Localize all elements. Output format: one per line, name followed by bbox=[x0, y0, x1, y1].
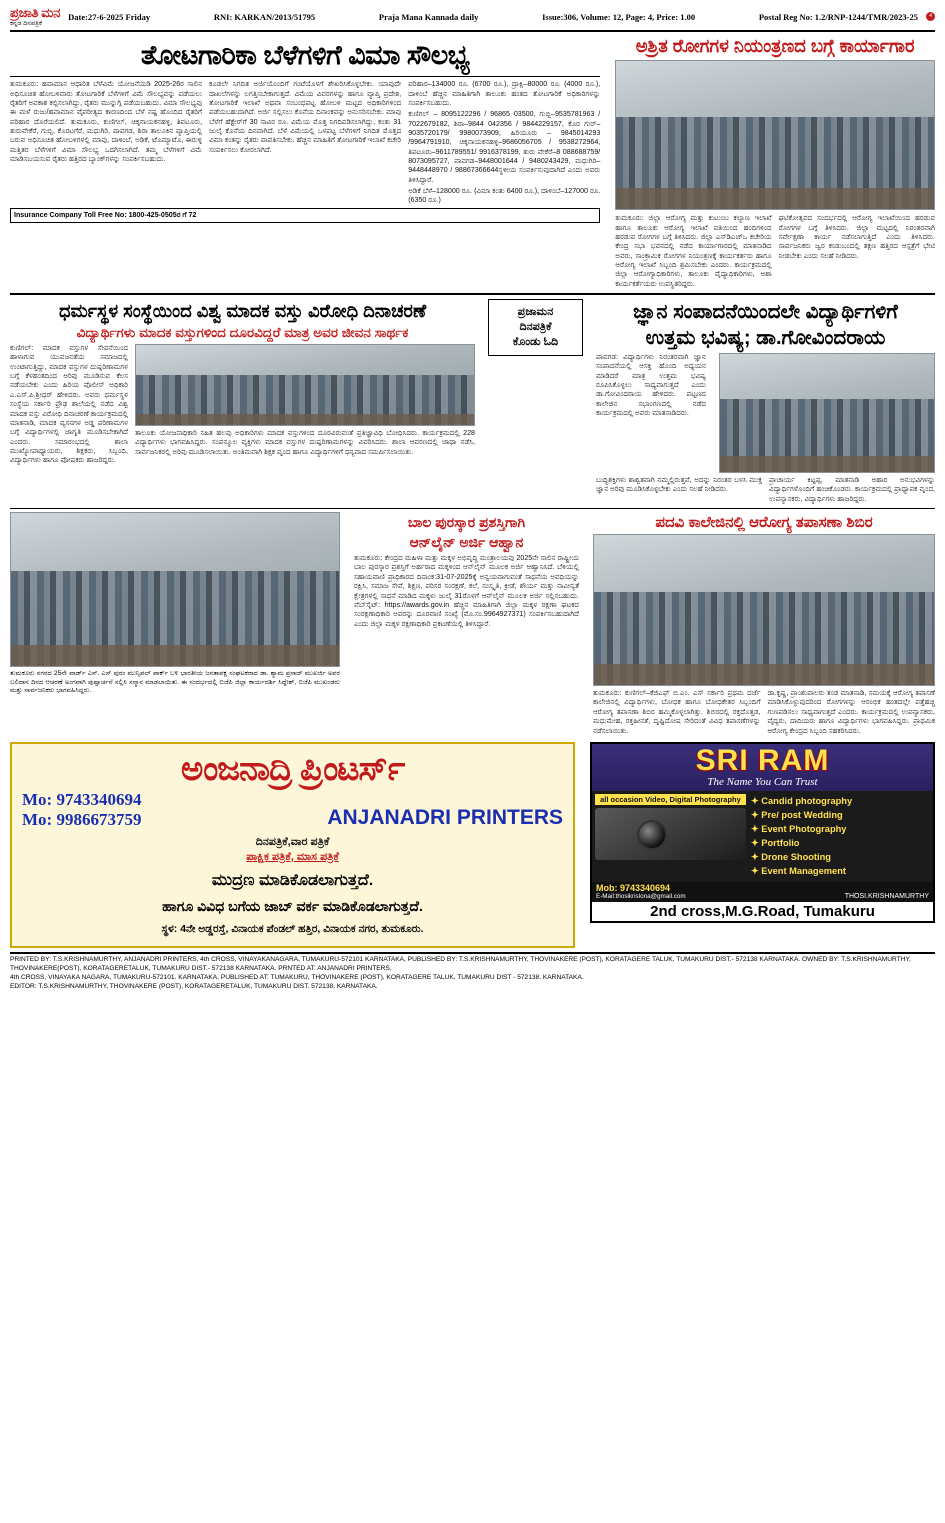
issue-volume: Issue:306, Volume: 12, Page: 4, Price: 1.00 bbox=[542, 11, 696, 22]
workshop-photo bbox=[615, 60, 935, 210]
list-item: ✦ Portfolio bbox=[750, 837, 800, 848]
sriram-email[interactable]: E-Mail:thosikrislona@gmail.com bbox=[596, 892, 686, 900]
award-body: ತುಮಕೂರು: ಕೇಂದ್ರದ ಮಹಿಳಾ ಮತ್ತು ಮಕ್ಕಳ ಅಭಿವೃದ್ಧಿ ಮಂತ್ರಾಲಯವು 2025ನೇ ಸಾಲಿನ ರಾಷ್ಟ್ರೀಯ ಬಾಲ ಪುರಸ್ಕಾರ ಪ್ರಶಸ್ತಿಗೆ ಅರ್ಹರಾದ ಮಕ್ಕಳಿಂದ ಆನ್‌ಲೈನ್ ಮೂಲಕ ಅರ್ಜಿ ಆಹ್ವಾನಿಸಿದೆ. ಬೆಳಿಯಲ್ಲಿ ಸಹಾಯವಾಣಿ ಪ್ರಾಧಿಕಾರದ ದಿನಾಂಕ:31-07-2025ಕ್ಕೆ ಅನ್ವಯವಾಗುವಂತೆ ಸಾಧನೆಯ ಅವಧಿಯನ್ನು ರಕ್ಷಿಸಿ, ಸಮಾಜ ಸೇವೆ, ಶಿಕ್ಷಣ, ಪರಿಸರ ಸಂರಕ್ಷಣೆ, ಕಲೆ, ಸಂಸ್ಕೃತಿ, ಕ್ರೀಡೆ, ಶೌರ್ಯ ಮತ್ತು ನಾವೀನ್ಯತೆ ಕ್ಷೇತ್ರಗಳಲ್ಲಿ ಸಾಧನೆ ಮಾಡಿದ ಮಕ್ಕಳು ಜುಲೈ 31ರೊಳಗೆ ಆನ್‌ಲೈನ್ ಮೂಲಕ ಅರ್ಜಿ ಸಲ್ಲಿಸಬಹುದು. ವೆಬ್‌ಸೈಟ್: https://awards.gov.in ಹೆಚ್ಚಿನ ಮಾಹಿತಿಗಾಗಿ ಜಿಲ್ಲಾ ಮಕ್ಕಳ ರಕ್ಷಣಾ ಘಟಕದ ಸಂರಕ್ಷಣಾಧಿಕಾರಿ ಅವರನ್ನು ದೂರವಾಣಿ ಸಂಖ್ಯೆ (ಮೊ.ಸಂ.9964927371) ಸಂಪರ್ಕಿಸಬಹುದಾಗಿದೆ ಎಂದು ಜಿಲ್ಲಾ ಮಕ್ಕಳ ರಕ್ಷಣಾಧಿಕಾರಿ ಪ್ರಕಟಣೆಯಲ್ಲಿ ತಿಳಿಸಿದ್ದಾರೆ. bbox=[354, 554, 579, 628]
promo-box bbox=[488, 299, 583, 356]
sriram-owner: THOSI.KRISHNAMURTHY bbox=[844, 892, 929, 900]
sriram-address: 2nd cross,M.G.Road, Tumakuru bbox=[592, 902, 933, 921]
knowledge-headline-line2: ಉತ್ತಮ ಭವಿಷ್ಯ; ಡಾ.ಗೋವಿಂದರಾಯ bbox=[645, 327, 886, 350]
anjanadri-title: ಅಂಜನಾದ್ರಿ ಪ್ರಿಂಟರ್ಸ್ bbox=[180, 749, 405, 788]
insurance-toll-free-box: Insurance Company Toll Free No: 1800-425-0505ರ ಗೆ 72 bbox=[10, 208, 600, 223]
health-camp-photo bbox=[593, 534, 935, 686]
camera-icon bbox=[595, 808, 746, 860]
anjanadri-address: ಸ್ಥಳ: 4ನೇ ಅಡ್ಡರಸ್ತೆ, ವಿನಾಯಕ ಪೆಂಡಲ್ ಹತ್ತಿರ, ವಿನಾಯಕ ನಗರ, ತುಮಕೂರು. bbox=[161, 922, 424, 935]
drug-day-photo bbox=[135, 344, 475, 426]
lead-headline: ತೋಟಗಾರಿಕಾ ಬೆಳೆಗಳಿಗೆ ವಿಮಾ ಸೌಲಭ್ಯ bbox=[140, 40, 470, 71]
footer-line-3: EDITOR: T.S.KRISHNAMURTHY, THOVINAKERE (POST), KORATAGERETALUK, TUMAKURU DIST. 572138, KARNATAKA. bbox=[10, 982, 378, 990]
workshop-column-2: ಘಟಿಕೋತ್ಸವದ ಸಂದರ್ಭದಲ್ಲಿ ಆರೋಗ್ಯ ಇಲಾಖೆಯಿಂದ ಹರಡುವ ರೋಗಗಳ ಬಗ್ಗೆ ತಿಳಿಸಿದರು. ಜಿಲ್ಲಾ ಮಟ್ಟದಲ್ಲಿ ನಿರಂತರವಾಗಿ ಸರ್ವೇಕ್ಷಣಾ ಕಾರ್ಯ ನಡೆಸಲಾಗುತ್ತಿದೆ ಎಂದು ತಿಳಿಸಿದರು. ಸಾರ್ವಜನಿಕರು ಜ್ವರ ಕಂಡುಬಂದಲ್ಲಿ ತಕ್ಷಣ ಹತ್ತಿರದ ಆಸ್ಪತ್ರೆಗೆ ಭೇಟಿ ನೀಡಬೇಕು ಎಂದು ಸಲಹೆ ನೀಡಿದರು. bbox=[778, 214, 936, 260]
anjanadri-tagline-2: ಹಾಗೂ ವಿವಿಧ ಬಗೆಯ ಜಾಬ್ ವರ್ಕ ಮಾಡಿಕೊಡಲಾಗುತ್ತದೆ. bbox=[162, 897, 423, 914]
footer-imprint bbox=[10, 952, 935, 992]
knowledge-column-1: ಪಾವಗಡ: ವಿದ್ಯಾರ್ಥಿಗಳು ನಿರಂತರವಾಗಿ ಜ್ಞಾನ ಸಂಪಾದನೆಯಲ್ಲಿ ಆಸಕ್ತಿ ಹೊಂದಿ ಅಧ್ಯಯನ ಮಾಡಿದರೆ ಮಾತ್ರ ಉತ್ತಮ ಭವಿಷ್ಯ ರೂಪಿಸಿಕೊಳ್ಳಲು ಸಾಧ್ಯವಾಗುತ್ತದೆ ಎಂದು ಡಾ.ಗೋವಿಂದರಾಯ ಹೇಳಿದರು. ಪಟ್ಟಣದ ಕಾಲೇಜಿನ ಸಭಾಂಗಣದಲ್ಲಿ ನಡೆದ ಕಾರ್ಯಕ್ರಮದಲ್ಲಿ ಅವರು ಮಾತನಾಡಿದರು. bbox=[596, 353, 706, 418]
footer-line-1: PRINTED BY: T.S.KRISHNAMURTHY, ANJANADRI PRINTERS, 4th CROSS, VINAYAKANAGARA, TUMAKURU-572101 KARNATAKA, PUBLISHED BY: T.S.KRISHNAMURTHY, THOVINAKERE (POST), KORATAGERE TALUK, TUMAKURU DIST.- 572138 KARNATAKA. OWNED BY: T.S.KRISHNAMURTHY, THOVINAKERE(POST), KORATAGERETALUK, TUMAKURU DIST.- 572138 KARNATAKA. PRNTED AT: ANJANADRI PRINTERS, bbox=[10, 955, 911, 972]
lead-helplines: ಕುಣಿಗಲ್ – 8095122296 / 96865 03500, ಗುಬ್ಬಿ–9535781963 / 7022679182, ಶಿರಾ–9844 042356 / 9844229157, ಕೊರ ಗುರ್‌–9035720179/ 9980073909, ಹಿರಿಯೂರು – 9845014293 /9964791910, ಚಿಕ್ಕನಾಯಕನಹಳ್ಳಿ–9686056705 / 9538272964, ತಿಪಟೂರು–9611789551/ 9916378199, ತುರು ವೇಕೆರೆ–8 088688759/ 8073095727, ಪಾವಗಡ–9448001644 / 9480243429, ಮಧುಗಿರಿ–9448448970 / 98867366644ಸ್ಥಳೀಯ ಸಂಪರ್ಕಿಸುವುದಾಗಿದೆ ಎಂದು ಅವರು ತಿಳಿಸಿದ್ದಾರೆ. bbox=[408, 110, 601, 184]
footer-line-2: 4th CROSS, VINAYAKA NAGARA, TUMAKURU-572101. KARNATAKA, PUBLISHED AT: TUMAKURU, THOVINAKERE (POST), KORATAGERE TALUK, TUMAKURU DIST - 572138. KARNATAKA. bbox=[10, 973, 584, 981]
promo-line-3: ಕೊಂಡು ಓದಿ bbox=[512, 335, 559, 348]
list-item: ✦ Candid photography bbox=[750, 795, 853, 806]
promo-line-1: ಪ್ರಜಾಮನ bbox=[517, 306, 554, 319]
logo-title: ಪ್ರಜಾತಿ ಮನ bbox=[10, 5, 61, 20]
anjanadri-mobile-2[interactable]: Mo: 9986673759 bbox=[22, 809, 142, 829]
sriram-services-list bbox=[749, 791, 933, 882]
health-camp-headline: ಪದವಿ ಕಾಲೇಜಿನಲ್ಲಿ ಆರೋಗ್ಯ ತಪಾಸಣಾ ಶಿಬಿರ bbox=[655, 514, 873, 532]
bjp-photo-caption: ತುಮಕೂರು ನಗರದ 25ನೇ ವಾರ್ಡ್ ಎಸ್. ಎಸ್ ಪುರಂ ಮುನ್ಸಿಪಲ್ ಪಾರ್ಕ್‌ ಬಳಿ ಭಾರತೀಯ ಜನತಾಪಕ್ಷ ಸಂಘಟಕರಾದ ಡಾ. ಶ್ಯಾಮ ಪ್ರಸಾದ್ ಮುಖರ್ಜಿ ಅವರ ಬಲಿದಾನ ದಿನದ ಆಚರಣೆ ಅಂಗವಾಗಿ ಪುಷ್ಪಾರ್ಚನೆ ಸಲ್ಲಿಸಿ ಸನ್ಮಾನ ಮಾಡಲಾಯಿತು. ಈ ಸಂದರ್ಭದಲ್ಲಿ ಬಿಜೆಪಿ ಜಿಲ್ಲಾ ಕಾರ್ಯದರ್ಶಿ ಸಿದ್ದೇಶ್, ಬಿಜೆಪಿ ಮುಖಂಡರು ಮತ್ತು ಸಾರ್ವಜನಿಕರು ಭಾಗವಹಿಸಿದ್ದರು. bbox=[10, 670, 340, 695]
issue-date: Date:27-6-2025 Friday bbox=[68, 11, 151, 22]
lead-column-2: ಕೂಡಲೇ ನಿಗದಿತ ಅರ್ಜಿಯೊಂದಿಗೆ ಗಂಟೆಯೊಳಗೆ ಶೇಖರಿಸಿಕೊಳ್ಳಬೇಕು. ಯಾವುದೇ ದಾಖಲೆಗಳನ್ನು ಲಗತ್ತಿಸಬೇಕಾಗುತ್ತದೆ. ವಿಮೆಯ ವಿವರಗಳನ್ನು ಹಾಗೂ ವ್ಯಾಪ್ತಿ ಪ್ರದೇಶ, ತೋಟಗಾರಿಕೆ ಇಲಾಖೆ ಅಥವಾ ಸಂಬಂಧಪಟ್ಟ ಹೋಬಳಿ ಮಟ್ಟದ ಅಧಿಕಾರಿಗಳಿಂದ ಪಡೆಯಬಹುದಾಗಿದೆ. ಅರ್ಜಿ ಸಲ್ಲಿಸಲು ಕೊನೆಯ ದಿನಾಂಕವನ್ನು ಅನುಸರಿಸಬೇಕು. ಮಾವು ಬೆಳೆಗೆ ಹೆಕ್ಟೇರ್‌ಗೆ 30 ಸಾವಿರ ರೂ. ವಿಮೆಯ ಮೊತ್ತ ನಿಗದಿಪಡಿಸಲಾಗಿದ್ದು, ಕಂತು 31 ಜುಲೈ ಕೊನೆಯ ದಿನವಾಗಿದೆ. ಬೆಳೆ ವಿಮೆಯಲ್ಲಿ ಒಳಪಟ್ಟ ಬೆಳೆಗಳಿಗೆ ನಿಗದಿತ ಮೊತ್ತದ ವಿಮಾ ಕಂತನ್ನು ರೈತರು ಪಾವತಿಸಬೇಕು. ಹೆಚ್ಚಿನ ಮಾಹಿತಿಗೆ ತೋಟಗಾರಿಕೆ ಇಲಾಖೆ ಕಚೇರಿ ಸಂಪರ್ಕಿಸಲು ಕೋರಲಾಗಿದೆ. bbox=[209, 80, 402, 154]
drug-day-subheadline: ವಿದ್ಯಾರ್ಥಿಗಳು ಮಾದಕ ವಸ್ತುಗಳಿಂದ ದೂರವಿದ್ದರೆ ಮಾತ್ರ ಅವರ ಜೀವನ ಸಾರ್ಥಕ bbox=[76, 325, 409, 341]
workshop-headline: ಅಶ್ರಿತ ರೋಗಗಳ ನಿಯಂತ್ರಣದ ಬಗ್ಗೆ ಕಾರ್ಯಾಗಾರ bbox=[635, 36, 915, 57]
anjanadri-english-name: ANJANADRI PRINTERS bbox=[327, 805, 563, 829]
list-item: ✦ Event Photography bbox=[750, 823, 847, 834]
list-item: ✦ Pre/ post Wedding bbox=[750, 809, 843, 820]
lead-column-1: ತುಮಕೂರು: ಹವಾಮಾನ ಆಧಾರಿತ ಬೆಳೆವಿಮೆ ಯೋಜನೆಯಡಿ 2025-26ರ ಸಾಲಿನ ಅಧಿಸೂಚಿತ ಹೋಬಳಿವಾರು ತೋಟಗಾರಿಕೆ ಬೆಳೆಗಳಿಗೆ ವಿಮೆ ಸೌಲಭ್ಯವನ್ನು ಪಡೆಯಲು ರೈತರಿಗೆ ಅವಕಾಶ ಕಲ್ಪಿಸಲಾಗಿದ್ದು, ರೈತರು ಮುನ್ನುಗ್ಗಿ ಪಡೆಯಬಹುದು. ವಿಮಾ ಸೌಲಭ್ಯವು ಈ ಮಳೆ ರುಜು/ಹವಾಮಾನ ವೈಪರೀತ್ಯದ ಕಾರಣದಿಂದ ಬೆಳೆ ನಷ್ಟ ಹೊಂದಿದ ರೈತರಿಗೆ ಪರಿಹಾರ ದೊರೆಯಲಿದೆ. ತುಮಕೂರು, ಕುಣಿಗಲ್, ಚಿಕ್ಕನಾಯಕನಹಳ್ಳಿ, ತಿಪಟೂರು, ತುರುವೇಕೆರೆ, ಗುಬ್ಬಿ, ಕೊರಟಗೆರೆ, ಮಧುಗಿರಿ, ಪಾವಗಡ, ಶಿರಾ ತಾಲೂಕಿನ ವ್ಯಾಪ್ತಿಯಲ್ಲಿ ಬರುವ ಅಧಿಸೂಚಿತ ಹೋಬಳಿಗಳಲ್ಲಿ ಮಾವು, ದಾಳಿಂಬೆ, ಅಡಿಕೆ, ಟೊಮ್ಯಾಟೊ, ಈರುಳ್ಳಿ ಮತ್ತಿತರ ಬೆಳೆಗಳಿಗೆ ವಿಮಾ ಸೌಲಭ್ಯ ಒದಗಿಸಲಾಗಿದೆ. ತಮ್ಮ ಬೆಳೆಗಳಿಗೆ ವಿಮೆ ಮಾಡಿಸಬಯಸುವ ರೈತರು ಹತ್ತಿರದ ಬ್ಯಾಂಕ್‌ಗಳನ್ನು ಸಂಪರ್ಕಿಸಬಹುದು. bbox=[10, 80, 203, 164]
lead-column-3: ಪರಿಹಾರ–134000 ರೂ. (6700 ರೂ.), ದ್ರಾಕ್ಷಿ–80000 ರೂ. (4000 ರೂ.), ದಾಳಿಂಬೆ ಹೆಚ್ಚಿನ ಮಾಹಿತಿಗಾಗಿ ತಾಲೂಕು ಹಂತದ ತೋಟಗಾರಿಕೆ ಅಧಿಕಾರಿಗಳನ್ನು ಸಂಪರ್ಕಿಸಬಹುದು. bbox=[408, 80, 601, 107]
logo-subtitle: ಕನ್ನಡ ದಿನಪತ್ರಿಕೆ bbox=[10, 20, 43, 27]
health-camp-column-1: ತುಮಕೂರು: ಕುಣಿಗಲ್–ಕೆಜಿಎಫ್ ಬಿ.ಎಂ. ಎಸ್ ಸರ್ಕಾರಿ ಪ್ರಥಮ ದರ್ಜೆ ಕಾಲೇಜಿನಲ್ಲಿ ವಿದ್ಯಾರ್ಥಿಗಳು, ಬೋಧಕ ಹಾಗೂ ಬೋಧಕೇತರ ಸಿಬ್ಬಂದಿಗೆ ಆರೋಗ್ಯ ತಪಾಸಣಾ ಶಿಬಿರ ಹಮ್ಮಿಕೊಳ್ಳಲಾಗಿತ್ತು. ಶಿಬಿರದಲ್ಲಿ ರಕ್ತದೊತ್ತಡ, ಮಧುಮೇಹ, ರಕ್ತಹೀನತೆ, ದೃಷ್ಟಿದೋಷ ಸೇರಿದಂತೆ ವಿವಿಧ ತಪಾಸಣೆಗಳನ್ನು ನಡೆಸಲಾಯಿತು. bbox=[593, 689, 761, 735]
anjanadri-tagline-1: ಮುದ್ರಣ ಮಾಡಿಕೊಡಲಾಗುತ್ತದೆ. bbox=[211, 871, 374, 889]
page-number-badge: 4 bbox=[926, 12, 935, 21]
lead-rates: ಅಡಿಕೆ ಬೆಳೆ–128000 ರೂ. (ವಿಮಾ ಕಂತು 6400 ರೂ.), ದಾಳಿಂಬೆ–127000 ರೂ.(6350 ರೂ.) bbox=[408, 187, 601, 205]
knowledge-headline-line1: ಜ್ಞಾನ ಸಂಪಾದನೆಯಿಂದಲೇ ವಿದ್ಯಾರ್ಥಿಗಳಿಗೆ bbox=[633, 301, 898, 324]
anjanadri-services-1: ದಿನಪತ್ರಿಕೆ,ವಾರ ಪತ್ರಿಕೆ bbox=[255, 835, 330, 848]
award-headline-line1: ಬಾಲ ಪುರಸ್ಕಾರ ಪ್ರಶಸ್ತಿಗಾಗಿ bbox=[407, 514, 526, 531]
publication-logo bbox=[10, 6, 60, 27]
drug-day-column-1: ಕುಣಿಗಲ್: ಮಾದಕ ವಸ್ತುಗಳ ಸೇವನೆಯಿಂದ ಹಾಳಾಗುವ ಯುವಜನತೆಯ ಸಮಾಜದಲ್ಲಿ ಉಂಟಾಗುತ್ತಿದ್ದು, ಮಾದಕ ವಸ್ತುಗಳ ದುಷ್ಪರಿಣಾಮಗಳ ಬಗ್ಗೆ ಕೆಳಹಂತದಿಂದ ಅರಿವು ಮೂಡಿಸುವ ಕೆಲಸ ನಡೆಯಬೇಕು ಎಂದು ಹಿರಿಯ ಪೊಲೀಸ್ ಅಧಿಕಾರಿ ಎ.ಎಸ್.ಪಿ.ಶ್ರೀಧರ್ ಹೇಳಿದರು. ಅವರು ಧರ್ಮಸ್ಥಳ ಸಂಸ್ಥೆಯ ಸರ್ಕಾರಿ ಪ್ರೌಢ ಶಾಲೆಯಲ್ಲಿ ನಡೆದ ವಿಶ್ವ ಮಾದಕ ವಸ್ತು ವಿರೋಧಿ ದಿನಾಚರಣೆ ಕಾರ್ಯಕ್ರಮದಲ್ಲಿ ಮಾತನಾಡಿ, ಮಾದಕ ವ್ಯಸನಗಳ ಅಡ್ಡ ಪರಿಣಾಮಗಳ ಬಗ್ಗೆ ವಿದ್ಯಾರ್ಥಿಗಳಲ್ಲಿ ಜಾಗೃತಿ ಮೂಡಿಸಬೇಕಾಗಿದೆ ಎಂದರು. ಸಮಾರಂಭದಲ್ಲಿ ಶಾಲಾ ಮುಖ್ಯೋಪಾಧ್ಯಾಯರು, ಶಿಕ್ಷಕರು, ಸಿಬ್ಬಂದಿ, ವಿದ್ಯಾರ್ಥಿಗಳು ಹಾಗೂ ಪೋಷಕರು ಹಾಜರಿದ್ದರು. bbox=[10, 344, 128, 465]
list-item: ✦ Drone Shooting bbox=[750, 851, 831, 862]
anjanadri-services-2: ಪಾಕ್ಷಿಕ ಪತ್ರಿಕೆ, ಮಾಸ ಪತ್ರಿಕೆ bbox=[246, 850, 339, 863]
award-headline-line2: ಆನ್‌ಲೈನ್ ಅರ್ಜಿ ಆಹ್ವಾನ bbox=[409, 534, 524, 551]
sriram-title: SRI RAM bbox=[695, 743, 830, 777]
anjanadri-ad[interactable] bbox=[10, 742, 575, 948]
workshop-column-1: ತುಮಕೂರು: ಜಿಲ್ಲಾ ಆರೋಗ್ಯ ಮತ್ತು ಕುಟುಂಬ ಕಲ್ಯಾಣ ಇಲಾಖೆ ಹಾಗೂ ತಾಲೂಕು ಆರೋಗ್ಯ ಇಲಾಖೆ ವತಿಯಿಂದ ಹಂದಿಗಳಿಂದ ಹರಡುವ ರೋಗಗಳ ಬಗ್ಗೆ ತಿಳಿಸಿದರು. ಜಿಲ್ಲಾ ಎಸ್‌ಡಿಎಚ್‌ಒ ಕಚೇರಿಯ ಕೇಂದ್ರ ಸಭಾ ಭವನದಲ್ಲಿ ನಡೆದ ಕಾರ್ಯಾಗಾರದಲ್ಲಿ ಮಾತನಾಡಿದ ಅವರು, ಸಾಂಕ್ರಾಮಿಕ ರೋಗಗಳ ನಿಯಂತ್ರಣಕ್ಕೆ ಕಾರ್ಯಕರ್ತರು ಹಾಗೂ ಆರೋಗ್ಯ ಇಲಾಖೆ ಸಿಬ್ಬಂದಿ ಶ್ರಮಿಸಬೇಕು ಎಂದರು. ಕಾರ್ಯಕ್ರಮದಲ್ಲಿ ಜಿಲ್ಲಾ ಆರೋಗ್ಯಾಧಿಕಾರಿಗಳು, ತಾಲೂಕು ವೈದ್ಯಾಧಿಕಾರಿಗಳು, ಆಶಾ ಕಾರ್ಯಕರ್ತೆಯರು ಉಪಸ್ಥಿತರಿದ್ದರು. bbox=[615, 214, 772, 288]
rni-number: RNI: KARKAN/2013/51795 bbox=[213, 11, 316, 22]
bjp-group-photo bbox=[10, 512, 340, 667]
knowledge-photo bbox=[719, 353, 935, 473]
sriram-mobile[interactable]: Mob: 9743340694 bbox=[596, 882, 671, 893]
list-item: ✦ Event Management bbox=[750, 865, 846, 876]
anjanadri-mobile-1[interactable]: Mo: 9743340694 bbox=[22, 789, 142, 809]
paper-title: Praja Mana Kannada daily bbox=[378, 11, 479, 22]
knowledge-column-2: ಬುದ್ಧಿಶಕ್ತಿಗಳು ಶಾಶ್ವತವಾಗಿ ನಮ್ಮಲ್ಲಿರುತ್ತವೆ, ಅದನ್ನು ನಿರಂತರ ಬಳಸಿ ಮುಕ್ತ ಜ್ಞಾನ ಅರಿವು ಮೂಡಿಸಿಕೊಳ್ಳಬೇಕು ಎಂದು ಸಲಹೆ ನೀಡಿದರು. bbox=[596, 476, 762, 494]
postal-reg: Postal Reg No: 1.2/RNP-1244/TMR/2023-25 bbox=[758, 11, 918, 22]
sriram-occasion-text: all occasion Video, Digital Photography bbox=[595, 794, 746, 805]
masthead bbox=[10, 6, 935, 32]
knowledge-column-3: ಪ್ರಾಚಾರ್ಯ ಕಿಟ್ಟಪ್ಪ, ಮಾತನಾಡಿ ಅಹಾರ ಅನುಭವಿಗಳನ್ನು ವಿದ್ಯಾರ್ಥಿಗಳೊಂದಿಗೆ ಹಂಚಿಕೊಂಡರು. ಕಾರ್ಯಕ್ರಮದಲ್ಲಿ ಪ್ರಾಧ್ಯಾಪಕ ವೃಂದ, ಉಪನ್ಯಾಸಕರು, ವಿದ್ಯಾರ್ಥಿಗಳು ಹಾಜರಿದ್ದರು. bbox=[769, 476, 935, 503]
drug-day-column-2: ತಾಲೂಕು ಯೋಜನಾಧಿಕಾರಿ ಸಹಿತ ಹಲವು ಅಧಿಕಾರಿಗಳು ಮಾದಕ ವಸ್ತುಗಳಿಂದ ದೂರವಿರುವಂತೆ ಪ್ರತಿಜ್ಞಾವಿಧಿ ಬೋಧಿಸಿದರು. ಕಾರ್ಯಕ್ರಮದಲ್ಲಿ 228 ವಿದ್ಯಾರ್ಥಿಗಳು ಭಾಗವಹಿಸಿದ್ದರು. ಸಂಪನ್ಮೂಲ ವ್ಯಕ್ತಿಗಳು ಮಾದಕ ವಸ್ತುಗಳ ದುಷ್ಪರಿಣಾಮಗಳನ್ನು ವಿವರಿಸಿದರು. ಶಾಲಾ ಆವರಣದಲ್ಲಿ ಜಾಥಾ ನಡೆಸಿ, ಸಾರ್ವಜನಿಕರಲ್ಲಿ ಅರಿವು ಮೂಡಿಸಲಾಯಿತು. ಅಂತಿಮವಾಗಿ ಶಿಕ್ಷಕ ವೃಂದ ಹಾಗೂ ವಿದ್ಯಾರ್ಥಿಗಳಿಗೆ ಧನ್ಯವಾದ ಸಮರ್ಪಿಸಲಾಯಿತು. bbox=[135, 429, 475, 456]
sriram-ad[interactable] bbox=[590, 742, 935, 923]
masthead-info bbox=[68, 12, 918, 22]
sriram-tagline: The Name You Can Trust bbox=[707, 775, 818, 788]
promo-line-2: ದಿನಪತ್ರಿಕೆ bbox=[519, 320, 552, 333]
drug-day-headline: ಧರ್ಮಸ್ಥಳ ಸಂಸ್ಥೆಯಿಂದ ವಿಶ್ವ ಮಾದಕ ವಸ್ತು ವಿರೋಧಿ ದಿನಾಚರಣೆ bbox=[58, 301, 427, 322]
health-camp-column-2: ಡಾ.ಕೃಷ್ಣ, ಪ್ರಾಂಶುಪಾಲರು ತಂಡ ಮಾತನಾಡಿ, ಸಮಯಕ್ಕೆ ಆರೋಗ್ಯ ತಪಾಸಣೆ ಮಾಡಿಸಿಕೊಳ್ಳುವುದರಿಂದ ರೋಗಗಳನ್ನು ಆರಂಭಿಕ ಹಂತದಲ್ಲೇ ಪತ್ತೆಹಚ್ಚಿ ಗುಣಪಡಿಸಲು ಸಾಧ್ಯವಾಗುತ್ತದೆ ಎಂದರು. ಕಾರ್ಯಕ್ರಮದಲ್ಲಿ ಉಪನ್ಯಾಸಕರು, ವೈದ್ಯರು, ದಾದಿಯರು ಹಾಗೂ ವಿದ್ಯಾರ್ಥಿಗಳು ಭಾಗವಹಿಸಿದ್ದರು. ಪ್ರಾಥಮಿಕ ಆರೋಗ್ಯ ಕೇಂದ್ರದ ಸಿಬ್ಬಂದಿ ಸಹಕರಿಸಿದರು. bbox=[767, 689, 935, 735]
